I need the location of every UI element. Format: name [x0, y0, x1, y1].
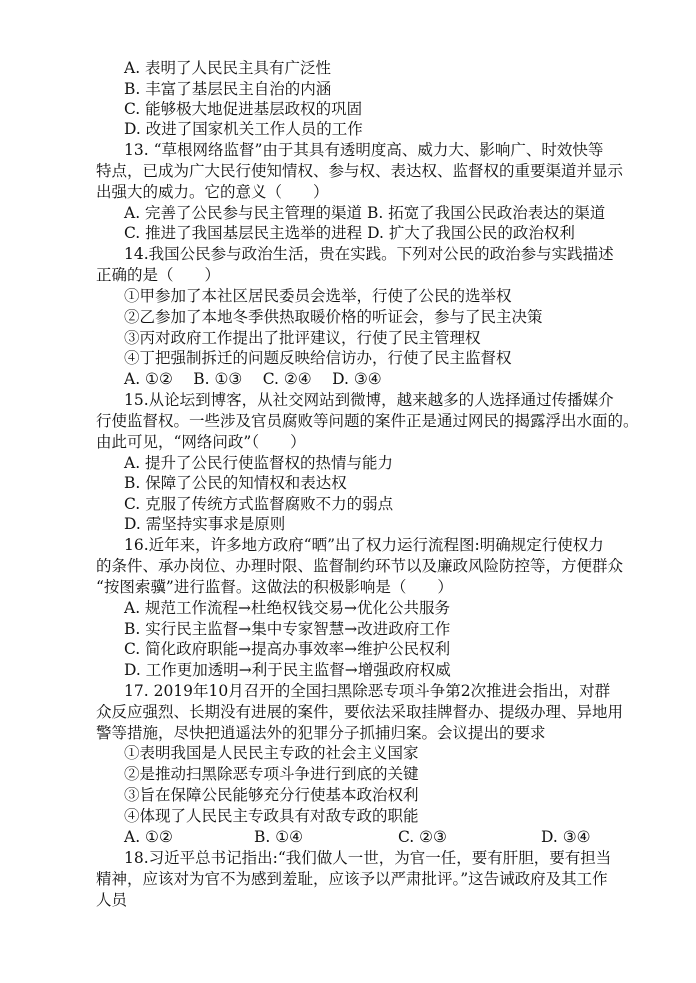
- q17-item-4: ④体现了人民民主专政具有对敌专政的职能: [124, 807, 419, 825]
- q16-stem-line-1: 16.近年来，许多地方政府“晒”出了权力运行流程图:明确规定行使权力: [124, 536, 604, 554]
- q16-stem-line-2: 的条件、承办岗位、办理时限、监督制约环节以及廉政风险防控等，方便群众: [96, 557, 624, 575]
- q14-item-4: ④丁把强制拆迁的问题反映给信访办，行使了民主监督权: [124, 349, 512, 367]
- q12-option-b: B. 丰富了基层民主自治的内涵: [124, 80, 332, 98]
- q16-option-c: C. 简化政府职能→提高办事效率→维护公民权利: [124, 640, 451, 658]
- q15-option-c: C. 克服了传统方式监督腐败不力的弱点: [124, 495, 394, 513]
- q17-stem-line-1: 17. 2019年10月召开的全国扫黑除恶专项斗争第2次推进会指出，对群: [124, 682, 611, 700]
- q15-option-d: D. 需坚持实事求是原则: [124, 515, 286, 533]
- q15-stem-line-2: 行使监督权。一些涉及官员腐败等问题的案件正是通过网民的揭露浮出水面的。: [96, 412, 639, 430]
- q17-stem-line-2: 众反应强烈、长期没有进展的案件，要依法采取挂牌督办、提级办理、异地用: [96, 703, 624, 721]
- q17-stem-line-3: 警等措施，尽快把逍遥法外的犯罪分子抓捕归案。会议提出的要求: [96, 724, 546, 742]
- q14-stem-line-1: 14.我国公民参与政治生活，贵在实践。下列对公民的政治参与实践描述: [124, 245, 614, 263]
- q14-item-2: ②乙参加了本地冬季供热取暖价格的听证会，参与了民主决策: [124, 308, 543, 326]
- q16-stem-line-3: “按图索骥”进行监督。这做法的积极影响是（ ）: [96, 578, 453, 596]
- q16-option-d: D. 工作更加透明→利于民主监督→增强政府权威: [124, 661, 451, 679]
- q14-item-3: ③丙对政府工作提出了批评建议，行使了民主管理权: [124, 329, 481, 347]
- q12-option-c: C. 能够极大地促进基层政权的巩固: [124, 100, 363, 118]
- q15-option-b: B. 保障了公民的知情权和表达权: [124, 474, 347, 492]
- q18-stem-line-3: 人员: [96, 891, 128, 909]
- q14-options: A. ①② B. ①③ C. ②④ D. ③④: [124, 370, 382, 388]
- q17-option-b: B. ①④: [254, 828, 304, 846]
- q17-item-3: ③旨在保障公民能够充分行使基本政治权利: [124, 786, 419, 804]
- q18-stem-line-1: 18.习近平总书记指出:“我们做人一世，为官一任，要有肝胆，要有担当: [124, 849, 612, 867]
- q14-stem-line-2: 正确的是（ ）: [96, 266, 221, 284]
- q17-item-1: ①表明我国是人民民主专政的社会主义国家: [124, 744, 419, 762]
- q17-option-a: A. ①②: [124, 828, 173, 846]
- q16-option-b: B. 实行民主监督→集中专家智慧→改进政府工作: [124, 620, 451, 638]
- q18-stem-line-2: 精神，应该对为官不为感到羞耻，应该予以严肃批评。”这告诫政府及其工作: [96, 870, 608, 888]
- q12-option-d: D. 改进了国家机关工作人员的工作: [124, 120, 363, 138]
- q15-stem-line-3: 由此可见，“网络问政”（ ）: [96, 433, 306, 451]
- q12-option-a: A. 表明了人民民主具有广泛性: [124, 59, 332, 77]
- q17-item-2: ②是推动扫黑除恶专项斗争进行到底的关键: [124, 765, 419, 783]
- q13-stem-line-3: 出强大的威力。它的意义（ ）: [96, 183, 329, 201]
- q17-option-c: C. ②③: [398, 828, 447, 846]
- q13-options-cd: C. 推进了我国基层民主选举的进程 D. 扩大了我国公民的政治权利: [124, 224, 575, 242]
- q16-option-a: A. 规范工作流程→杜绝权钱交易→优化公共服务: [124, 599, 451, 617]
- q13-stem-line-2: 特点，已成为广大民行使知情权、参与权、表达权、监督权的重要渠道并显示: [96, 162, 624, 180]
- q13-options-ab: A. 完善了公民参与民主管理的渠道 B. 拓宽了我国公民政治表达的渠道: [124, 204, 606, 222]
- q15-stem-line-1: 15.从论坛到博客，从社交网站到微博，越来越多的人选择通过传播媒介: [124, 391, 614, 409]
- q17-option-d: D. ③④: [541, 828, 591, 846]
- q15-option-a: A. 提升了公民行使监督权的热情与能力: [124, 454, 394, 472]
- q13-stem-line-1: 13. “草根网络监督”由于其具有透明度高、威力大、影响广、时效快等: [124, 141, 604, 159]
- q14-item-1: ①甲参加了本社区居民委员会选举，行使了公民的选举权: [124, 287, 512, 305]
